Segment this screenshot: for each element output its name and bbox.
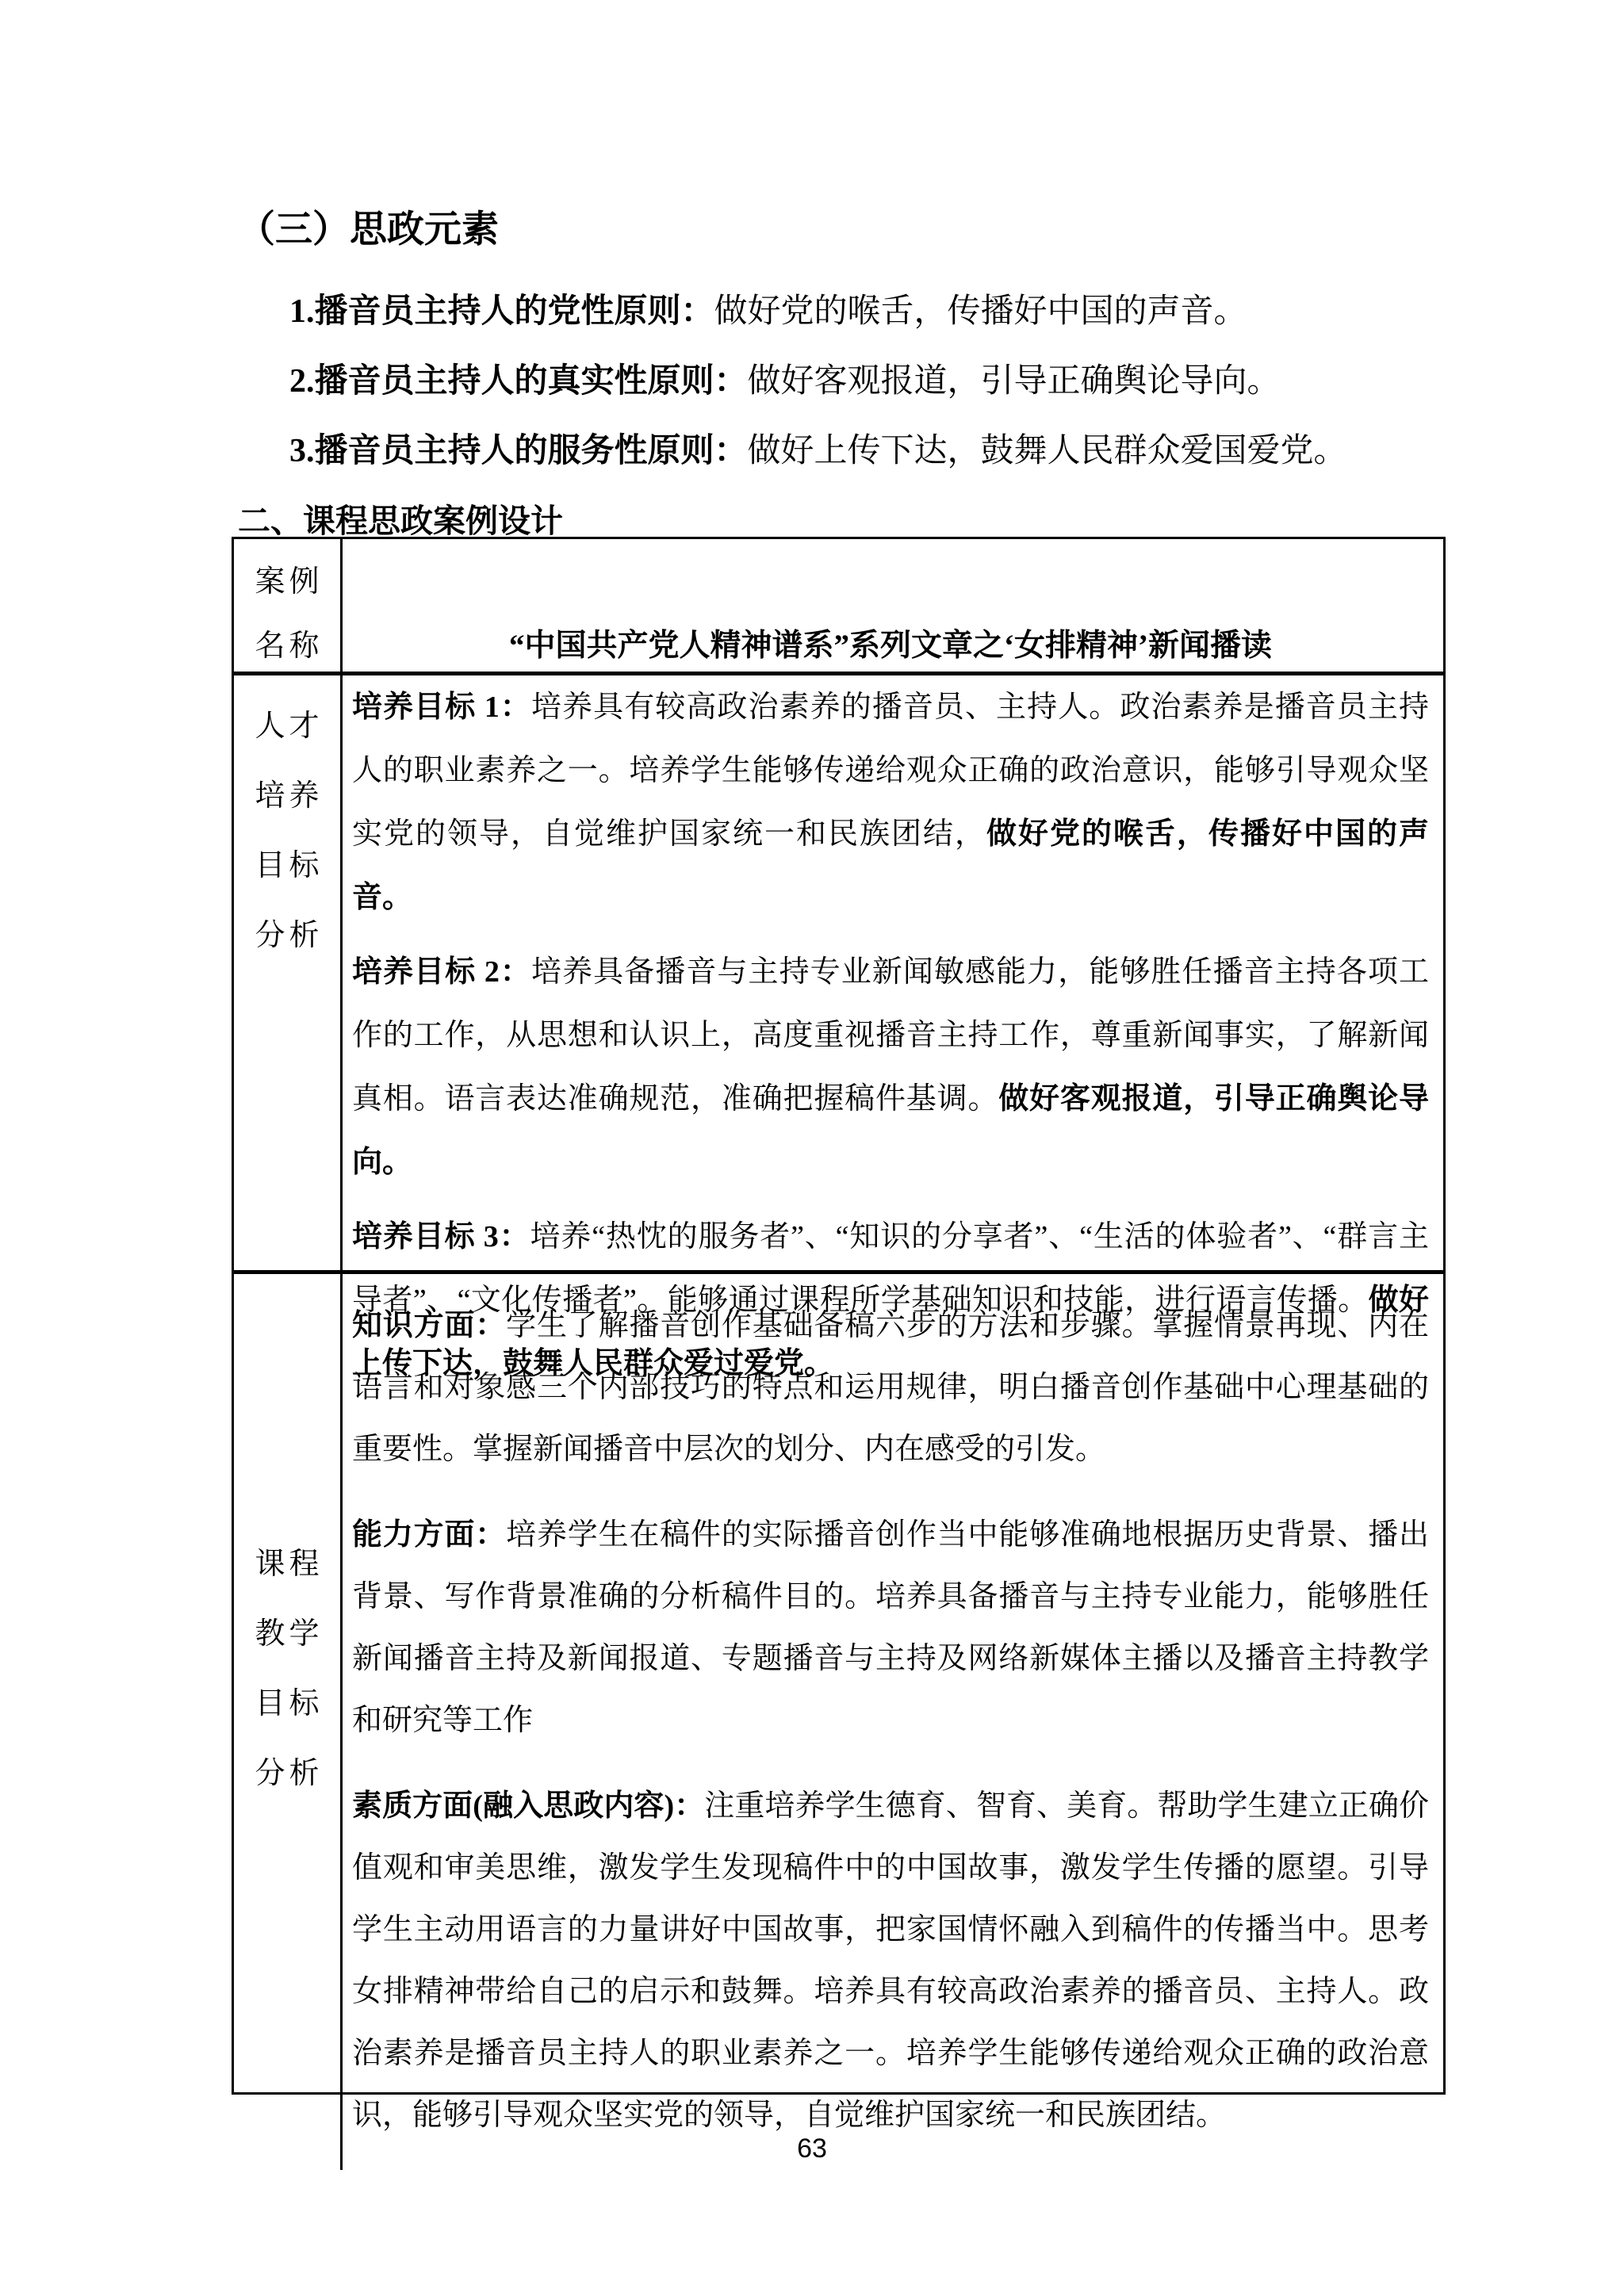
para-lead: 能力方面： <box>352 1518 507 1552</box>
label-line: 名称 <box>255 629 324 663</box>
page-number: 63 <box>797 2133 827 2164</box>
principle-item-1 <box>289 292 1247 331</box>
para-lead: 培养目标 1： <box>352 691 531 724</box>
label-line: 人才 <box>255 710 324 743</box>
para-lead: 素质方面(融入思政内容)： <box>352 1789 705 1823</box>
paragraph-goal-1 <box>352 675 1429 929</box>
principle-item-2 <box>289 362 1281 401</box>
para-lead: 培养目标 3： <box>352 1220 530 1253</box>
table-row-case-name <box>234 539 1443 675</box>
label-line: 培养 <box>255 779 324 813</box>
row-label-course-objectives <box>234 1274 343 2170</box>
para-body: 学生了解播音创作基础备稿六步的方法和步骤。掌握情景再现、内在语言和对象感三个内部技巧的特点和运用规律，明白播音创作基础中心理基础的重要性。掌握新闻播音中层次的划分、内在感受的引发。 <box>352 1309 1429 1466</box>
principle-item-lead: 1.播音员主持人的党性原则： <box>289 293 714 330</box>
principle-item-text: 做好党的喉舌，传播好中国的声音。 <box>714 293 1247 330</box>
row-label-talent-objectives <box>234 675 343 1270</box>
label-line: 目标 <box>255 849 324 882</box>
section-heading: （三）思政元素 <box>238 209 499 251</box>
para-body: 培养学生在稿件的实际播音创作当中能够准确地根据历史背景、播出背景、写作背景准确的分析稿件目的。培养具备播音与主持专业能力，能够胜任新闻播音主持及新闻报道、专题播音与主持及网络新媒体主播以及播音主持教学和研究等工作 <box>352 1518 1429 1737</box>
para-tail: 做好上传下达，鼓舞人民群众爱过爱党。 <box>352 1284 1429 1380</box>
paragraph-ability <box>352 1504 1429 1751</box>
para-tail: 做好党的喉舌，传播好中国的声音。 <box>352 817 1429 914</box>
para-lead: 培养目标 2： <box>352 955 531 989</box>
principle-item-lead: 3.播音员主持人的服务性原则： <box>289 433 748 469</box>
para-tail: 做好客观报道，引导正确舆论导向。 <box>352 1082 1429 1179</box>
case-title: “中国共产党人精神谱系”系列文章之‘女排精神’新闻播读 <box>509 629 1272 663</box>
label-line: 目标 <box>255 1687 324 1720</box>
label-line: 课程 <box>255 1548 324 1581</box>
para-lead: 知识方面： <box>352 1309 507 1342</box>
principle-item-text: 做好客观报道，引导正确舆论导向。 <box>747 363 1281 400</box>
table-heading: 二、课程思政案例设计 <box>238 503 563 539</box>
label-line: 教学 <box>255 1617 324 1651</box>
principle-item-3 <box>289 431 1347 471</box>
para-body: 培养具有较高政治素养的播音员、主持人。政治素养是播音员主持人的职业素养之一。培养学生能够传递给观众正确的政治意识，能够引导观众坚实党的领导，自觉维护国家统一和民族团结， <box>352 691 1429 851</box>
label-block <box>234 1529 340 1808</box>
case-table <box>232 537 1446 2132</box>
para-body: 培养具备播音与主持专业新闻敏感能力，能够胜任播音主持各项工作的工作，从思想和认识上，高度重视播音主持工作，尊重新闻事实，了解新闻真相。语言表达准确规范，准确把握稿件基调。 <box>352 955 1429 1115</box>
table-row-course-objectives <box>234 1274 1443 2170</box>
course-objectives-cell <box>343 1274 1443 2170</box>
row-label-case-name <box>234 539 343 672</box>
paragraph-knowledge <box>352 1295 1429 1480</box>
case-name-cell <box>343 539 1443 672</box>
label-line: 分析 <box>255 919 324 952</box>
paragraph-goal-2 <box>352 940 1429 1194</box>
label-line: 分析 <box>255 1757 324 1790</box>
principle-item-lead: 2.播音员主持人的真实性原则： <box>289 363 748 400</box>
label-line: 案例 <box>255 565 324 599</box>
para-body: 注重培养学生德育、智育、美育。帮助学生建立正确价值观和审美思维，激发学生发现稿件中的中国故事，激发学生传播的愿望。引导学生主动用语言的力量讲好中国故事，把家国情怀融入到稿件的传播当中。思考女排精神带给自己的启示和鼓舞。培养具有较高政治素养的播音员、主持人。政治素养是播音员主持人的职业素养之一。培养学生能够传递给观众正确的政治意识，能够引导观众坚实党的领导，自觉维护国家统一和民族团结。 <box>352 1789 1429 2132</box>
principle-item-text: 做好上传下达，鼓舞人民群众爱国爱党。 <box>747 433 1347 469</box>
para-body: 培养“热忱的服务者”、“知识的分享者”、“生活的体验者”、“群言主导者”、“文化传播者”。能够通过课程所学基础知识和技能，进行语言传播。 <box>352 1220 1429 1317</box>
paragraph-quality <box>352 1775 1429 2146</box>
